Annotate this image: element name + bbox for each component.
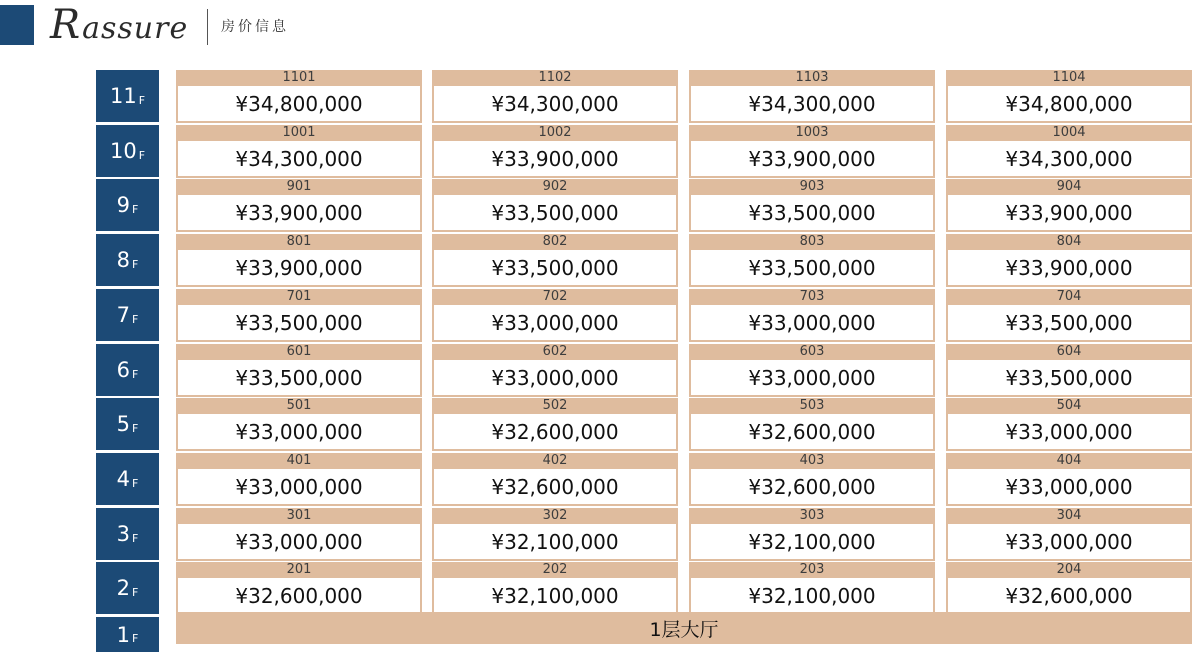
unit-cell: [176, 70, 422, 123]
unit-number: 801: [286, 234, 312, 249]
unit-price: ¥34,300,000: [434, 86, 676, 121]
unit-price: ¥33,900,000: [178, 195, 420, 230]
unit-cell: [432, 234, 678, 287]
floor-suffix: F: [132, 421, 139, 435]
unit-cell: [176, 508, 422, 561]
unit-price: ¥32,100,000: [691, 578, 933, 613]
unit-number: 501: [286, 398, 312, 413]
unit-cell: [176, 453, 422, 506]
floor-label: [96, 562, 159, 614]
floor-number: 5: [116, 412, 131, 436]
unit-price: ¥32,600,000: [691, 469, 933, 504]
unit-cell: [689, 453, 935, 506]
unit-number: 604: [1056, 344, 1082, 359]
unit-price: ¥33,500,000: [434, 195, 676, 230]
unit-cell: [432, 70, 678, 123]
unit-price: ¥32,600,000: [434, 414, 676, 449]
unit-number: 303: [799, 508, 825, 523]
unit-price: ¥32,600,000: [434, 469, 676, 504]
unit-cell: [946, 234, 1192, 287]
header-divider: [207, 9, 208, 45]
unit-number: 203: [799, 562, 825, 577]
floor-suffix: F: [132, 367, 139, 381]
unit-number: 302: [542, 508, 568, 523]
floor-number: 6: [116, 358, 131, 382]
unit-price: ¥33,000,000: [178, 414, 420, 449]
unit-cell: [176, 125, 422, 178]
unit-price: ¥33,000,000: [178, 469, 420, 504]
unit-cell: [946, 508, 1192, 561]
lobby-bar: 1层大厅: [176, 612, 1192, 644]
floor-label: [96, 617, 159, 652]
unit-cell: [689, 179, 935, 232]
unit-price: ¥33,500,000: [691, 250, 933, 285]
unit-number: 701: [286, 289, 312, 304]
unit-price: ¥33,000,000: [178, 524, 420, 559]
unit-cell: [946, 179, 1192, 232]
floor-label: [96, 125, 159, 177]
unit-number: 603: [799, 344, 825, 359]
unit-cell: [689, 508, 935, 561]
unit-price: ¥34,800,000: [178, 86, 420, 121]
unit-price: ¥33,500,000: [434, 250, 676, 285]
unit-number: 703: [799, 289, 825, 304]
unit-cell: [946, 289, 1192, 342]
brand-logo-initial: R: [50, 2, 82, 48]
unit-cell: [432, 179, 678, 232]
floor-suffix: F: [138, 148, 146, 162]
unit-price: ¥34,300,000: [691, 86, 933, 121]
unit-number: 904: [1056, 179, 1082, 194]
unit-number: 802: [542, 234, 568, 249]
unit-number: 1003: [795, 125, 829, 140]
unit-price: ¥33,500,000: [948, 305, 1190, 340]
unit-number: 901: [286, 179, 312, 194]
unit-number: 301: [286, 508, 312, 523]
unit-price: ¥33,000,000: [691, 360, 933, 395]
unit-number: 401: [286, 453, 312, 468]
unit-number: 402: [542, 453, 568, 468]
unit-price: ¥33,000,000: [948, 414, 1190, 449]
unit-cell: [689, 344, 935, 397]
page-title: 房价信息: [221, 19, 289, 35]
unit-cell: [946, 344, 1192, 397]
unit-cell: [946, 70, 1192, 123]
unit-price: ¥33,000,000: [434, 360, 676, 395]
unit-price: ¥32,600,000: [948, 578, 1190, 613]
unit-number: 702: [542, 289, 568, 304]
unit-price: ¥32,600,000: [178, 578, 420, 613]
unit-number: 404: [1056, 453, 1082, 468]
unit-cell: [946, 398, 1192, 451]
header-accent-square: [0, 5, 34, 45]
floor-number: 9: [116, 193, 131, 217]
unit-number: 902: [542, 179, 568, 194]
unit-number: 903: [799, 179, 825, 194]
unit-cell: [432, 453, 678, 506]
unit-number: 202: [542, 562, 568, 577]
unit-price: ¥33,000,000: [948, 469, 1190, 504]
floor-label: [96, 289, 159, 341]
unit-price: ¥32,600,000: [691, 414, 933, 449]
unit-cell: [946, 562, 1192, 615]
unit-number: 403: [799, 453, 825, 468]
unit-number: 1104: [1052, 70, 1086, 85]
unit-number: 1004: [1052, 125, 1086, 140]
unit-price: ¥34,300,000: [948, 141, 1190, 176]
unit-price: ¥33,500,000: [178, 305, 420, 340]
brand-logo: [50, 3, 188, 47]
floor-number: 3: [116, 522, 131, 546]
floor-label: [96, 179, 159, 231]
floor-label: [96, 234, 159, 286]
unit-price: ¥32,100,000: [434, 578, 676, 613]
unit-price: ¥33,900,000: [948, 195, 1190, 230]
unit-number: 803: [799, 234, 825, 249]
floor-number: 8: [116, 248, 131, 272]
floor-suffix: F: [132, 632, 139, 645]
unit-cell: [689, 234, 935, 287]
unit-cell: [689, 562, 935, 615]
unit-cell: [432, 508, 678, 561]
floor-number: 10: [109, 139, 137, 163]
unit-number: 804: [1056, 234, 1082, 249]
unit-price: ¥32,100,000: [434, 524, 676, 559]
unit-cell: [176, 562, 422, 615]
unit-cell: [432, 289, 678, 342]
unit-number: 502: [542, 398, 568, 413]
unit-number: 1002: [538, 125, 572, 140]
unit-number: 504: [1056, 398, 1082, 413]
unit-price: ¥33,900,000: [948, 250, 1190, 285]
unit-number: 601: [286, 344, 312, 359]
brand-logo-text: assure: [82, 11, 189, 46]
floor-label: [96, 344, 159, 396]
unit-price: ¥33,500,000: [178, 360, 420, 395]
unit-price: ¥34,800,000: [948, 86, 1190, 121]
unit-price: ¥33,900,000: [178, 250, 420, 285]
floor-suffix: F: [138, 93, 146, 107]
unit-cell: [689, 125, 935, 178]
unit-cell: [176, 179, 422, 232]
floor-suffix: F: [132, 312, 139, 326]
unit-cell: [432, 398, 678, 451]
unit-cell: [689, 289, 935, 342]
unit-cell: [946, 453, 1192, 506]
floor-suffix: F: [132, 531, 139, 545]
floor-suffix: F: [132, 257, 139, 271]
unit-price: ¥33,000,000: [948, 524, 1190, 559]
unit-price: ¥33,000,000: [691, 305, 933, 340]
unit-price: ¥33,900,000: [691, 141, 933, 176]
unit-cell: [432, 125, 678, 178]
unit-cell: [176, 398, 422, 451]
unit-cell: [946, 125, 1192, 178]
unit-cell: [176, 289, 422, 342]
floor-number: 11: [109, 84, 137, 108]
floor-suffix: F: [132, 585, 139, 599]
floor-number: 2: [116, 576, 131, 600]
unit-number: 503: [799, 398, 825, 413]
unit-number: 201: [286, 562, 312, 577]
unit-number: 1001: [282, 125, 316, 140]
unit-cell: [432, 562, 678, 615]
unit-number: 704: [1056, 289, 1082, 304]
unit-price: ¥33,000,000: [434, 305, 676, 340]
unit-cell: [689, 398, 935, 451]
unit-number: 1103: [795, 70, 829, 85]
unit-price: ¥33,900,000: [434, 141, 676, 176]
unit-price: ¥33,500,000: [948, 360, 1190, 395]
floor-label: [96, 453, 159, 505]
floor-suffix: F: [132, 202, 139, 216]
unit-price: ¥34,300,000: [178, 141, 420, 176]
unit-number: 1102: [538, 70, 572, 85]
unit-cell: [176, 234, 422, 287]
floor-label: [96, 398, 159, 450]
floor-number: 1: [116, 622, 131, 647]
unit-cell: [432, 344, 678, 397]
unit-price: ¥33,500,000: [691, 195, 933, 230]
floor-label: [96, 70, 159, 122]
unit-number: 204: [1056, 562, 1082, 577]
floor-number: 7: [116, 303, 131, 327]
floor-label: [96, 508, 159, 560]
unit-number: 304: [1056, 508, 1082, 523]
unit-cell: [689, 70, 935, 123]
unit-number: 1101: [282, 70, 316, 85]
floor-suffix: F: [132, 476, 139, 490]
unit-cell: [176, 344, 422, 397]
unit-number: 602: [542, 344, 568, 359]
floor-number: 4: [116, 467, 131, 491]
unit-price: ¥32,100,000: [691, 524, 933, 559]
